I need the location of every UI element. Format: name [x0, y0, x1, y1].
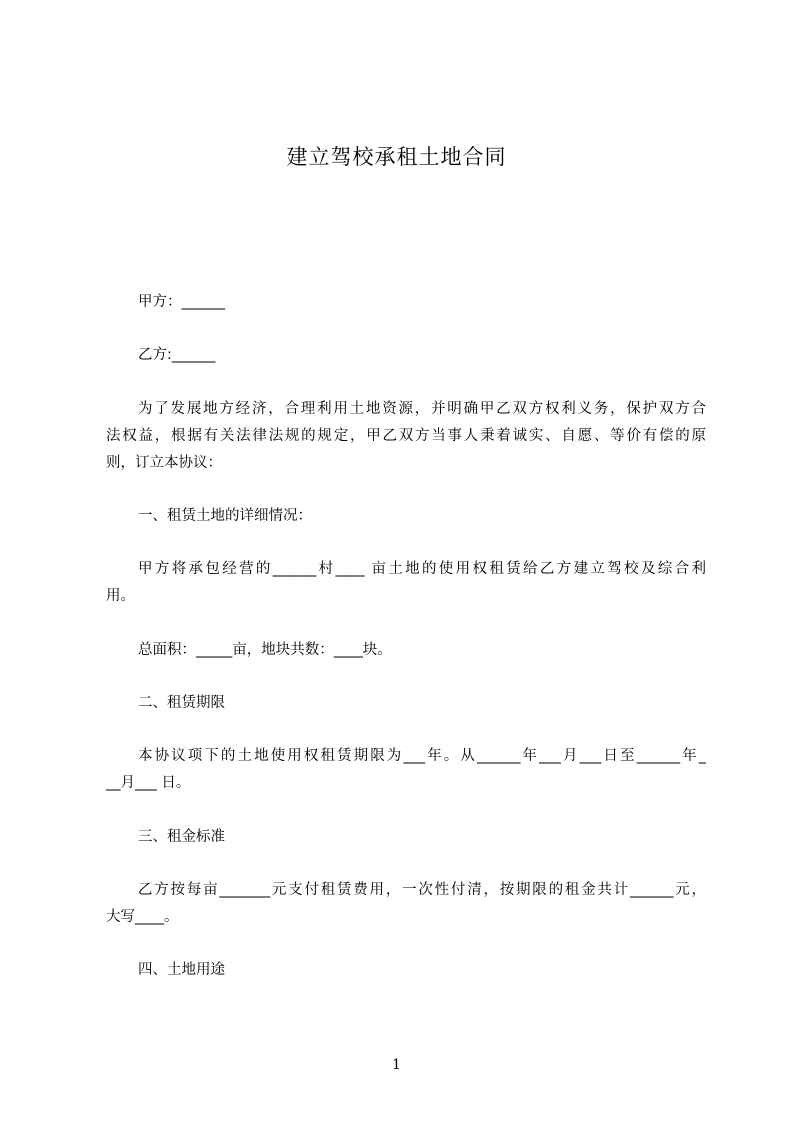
preamble-line-3: 则，订立本协议：: [106, 455, 222, 471]
section-2-para-line-1: 本协议项下的土地使用权租赁期限为___年。从______年___月___日至______年_: [138, 748, 706, 764]
section-4-heading: 四、土地用途: [138, 962, 225, 978]
page-number: 1: [392, 1057, 401, 1073]
section-3-heading: 三、租金标准: [138, 829, 225, 845]
party-a-line: 甲方：______: [138, 294, 225, 310]
section-1-para-line-2: 用。: [106, 588, 135, 604]
section-1-para-line-1: 甲方将承包经营的______村____ 亩土地的使用权租赁给乙方建立驾校及综合利: [138, 561, 706, 577]
section-1-heading: 一、租赁土地的详细情况：: [138, 508, 312, 524]
preamble-line-2: 法权益，根据有关法律法规的规定，甲乙双方当事人秉着诚实、自愿、等价有偿的原: [106, 428, 706, 444]
document-title: 建立驾校承租土地合同: [286, 145, 507, 169]
section-2-heading: 二、租赁期限: [138, 695, 225, 711]
section-3-para-line-1: 乙方按每亩_______元支付租赁费用，一次性付清，按期限的租金共计______元，: [138, 882, 706, 898]
party-b-line: 乙方:______: [138, 347, 216, 363]
section-2-para-line-2: __月___ 日。: [106, 775, 191, 791]
preamble-line-1: 为了发展地方经济，合理利用土地资源，并明确甲乙双方权利义务，保护双方合: [138, 401, 706, 417]
section-1-area-line: 总面积：_____亩，地块共数：____块。: [138, 642, 392, 658]
section-3-para-line-2: 大写____。: [106, 909, 179, 925]
